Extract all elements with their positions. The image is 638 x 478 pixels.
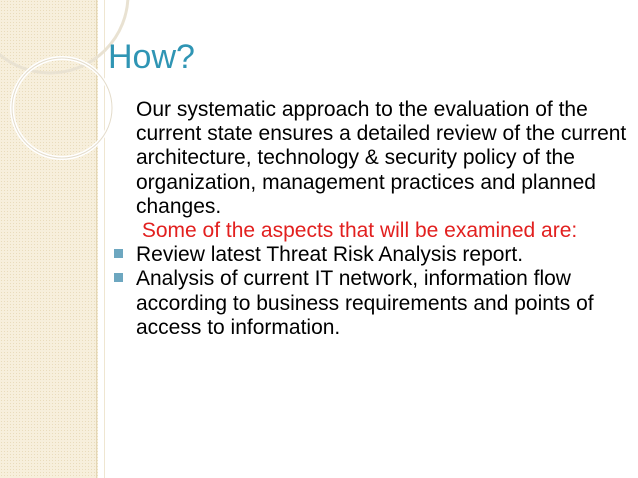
bullet-text-1: Review latest Threat Risk Analysis report.: [136, 243, 524, 267]
square-bullet-icon: [114, 249, 123, 258]
slide-title: How?: [108, 38, 195, 76]
bullet-item-1: [136, 243, 631, 267]
intro-paragraph: Our systematic approach to the evaluation of the current state ensures a detailed review of the current architecture, technology & security policy of the organization, management practices and planned changes.: [136, 98, 627, 218]
square-bullet-icon: [114, 273, 123, 282]
bullet-text-2: Analysis of current IT network, information flow according to business requirements and points of access to information.: [136, 267, 594, 339]
slide-body: [136, 98, 631, 340]
bullet-item-2: [136, 267, 631, 340]
highlight-paragraph: Some of the aspects that will be examined are:: [136, 219, 578, 243]
